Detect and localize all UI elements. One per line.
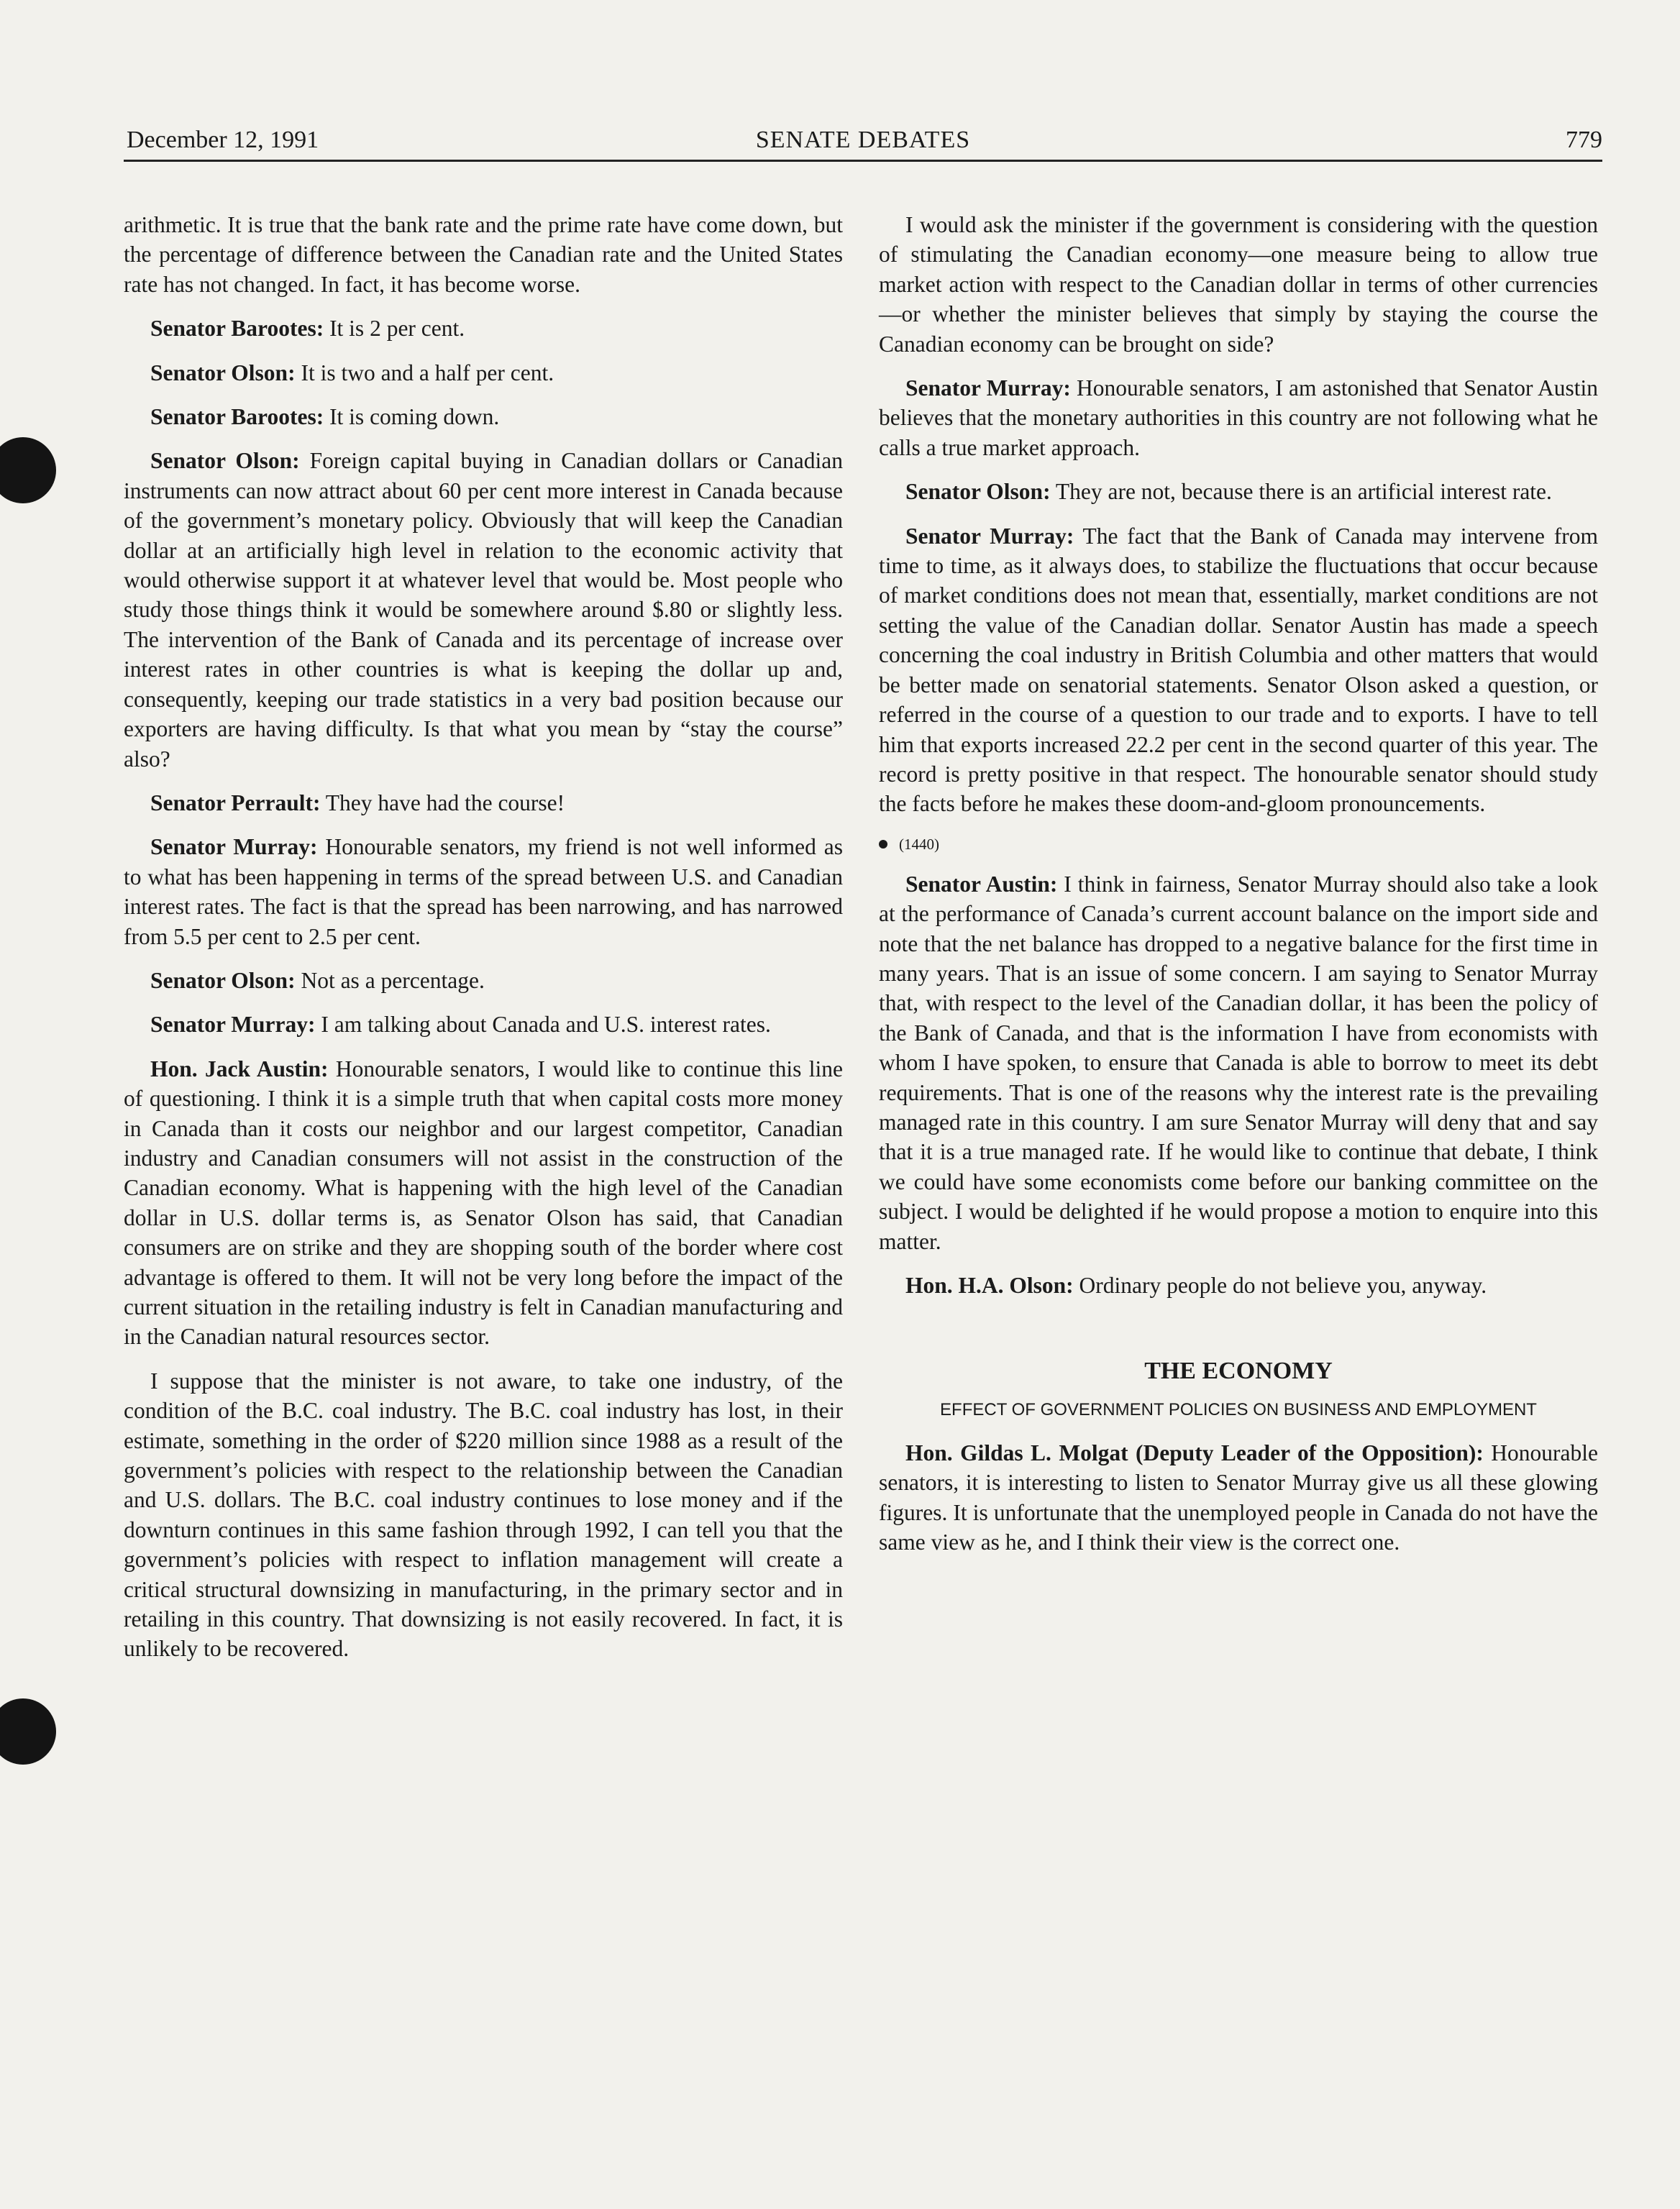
- speaker-name: Senator Olson:: [905, 479, 1051, 505]
- paragraph-text: They are not, because there is an artificial interest rate.: [1050, 479, 1552, 505]
- paragraph: [879, 477, 1598, 506]
- paragraph-text: It is two and a half per cent.: [295, 360, 554, 385]
- paragraph-text: They have had the course!: [320, 790, 565, 815]
- paragraph-text: I suppose that the minister is not aware, to take one industry, of the condition of the B.C. coal industry. The B.C. coal industry has lost, in their estimate, something in the order of $220 million since 1988 as a result of the government’s policies with respect to the relationship between the Canadian and U.S. dollars. The B.C. coal industry continues to lose money and if the downturn continues in this same fashion through 1992, I can tell you that the government’s policies with respect to inflation management will create a critical structural downsizing in manufacturing, in the primary sector and in retailing in this country. That downsizing is not easily recovered. In fact, it is unlikely to be recovered.: [124, 1368, 843, 1662]
- speaker-name: Hon. Jack Austin:: [150, 1056, 329, 1081]
- speaker-name: Senator Murray:: [150, 1012, 316, 1038]
- paragraph: [879, 521, 1598, 819]
- speaker-name: Senator Austin:: [905, 871, 1058, 897]
- paragraph-text: It is coming down.: [324, 404, 500, 430]
- right-column: [879, 210, 1598, 1571]
- paragraph: [124, 1054, 843, 1352]
- paragraph-text: It is 2 per cent.: [324, 316, 465, 342]
- speaker-name: Senator Olson:: [150, 448, 300, 474]
- header-date: December 12, 1991: [127, 127, 319, 153]
- bullet-icon: [879, 840, 887, 849]
- page-number: 779: [1566, 127, 1602, 153]
- paragraph: [124, 1010, 843, 1039]
- paragraph-text: The fact that the Bank of Canada may intervene from time to time, as it always does, to stabilize the fluctuations that occur because of market conditions does not mean that, essentially, market conditions are not setting the value of the Canadian dollar. Senator Austin has made a speech concerning the coal industry in British Columbia and other matters that would be better made on senatorial statements. Senator Olson asked a question, or referred in the course of a question to our trade and to exports. I have to tell him that exports increased 22.2 per cent in the second quarter of this year. The record is pretty positive in that respect. The honourable senator should study the facts before he makes these doom-and-gloom pronouncements.: [879, 523, 1598, 817]
- binder-hole: [0, 1698, 56, 1765]
- paragraph-text: arithmetic. It is true that the bank rate and the prime rate have come down, but the percentage of difference between the Canadian rate and the United States rate has not changed. In fact, it has become worse.: [124, 212, 843, 297]
- paragraph: [124, 966, 843, 995]
- speaker-name: Senator Murray:: [905, 375, 1071, 401]
- paragraph-text: Honourable senators, I am astonished that Senator Austin believes that the monetary authorities in this country are not following what he calls a true market approach.: [879, 375, 1599, 460]
- paragraph-text: Not as a percentage.: [295, 967, 485, 993]
- paragraph: [879, 1438, 1598, 1558]
- paragraph-text: I would ask the minister if the government is considering with the question of stimulating the Canadian economy—one measure being to allow true market action with respect to the Canadian dollar in terms of other currencies—or whether the minister believes that simply by staying the course the Canadian economy can be brought on side?: [879, 212, 1598, 357]
- paragraph: [879, 210, 1598, 359]
- paragraph: [124, 832, 843, 951]
- paragraph-text: I am talking about Canada and U.S. interest rates.: [315, 1012, 771, 1038]
- paragraph-text: Honourable senators, I would like to continue this line of questioning. I think it is a simple truth that when capital costs more money in Canada than it costs our neighbor and our largest competitor, Canadian industry and Canadian consumers will not assist in the construction of the Canadian economy. What is happening with the high level of the Canadian dollar in U.S. dollar terms is, as Senator Olson has said, that Canadian consumers are on strike and they are shopping south of the border where cost advantage is offered to them. It will not be very long before the impact of the current situation in the retailing industry is felt in Canadian manufacturing and in the Canadian natural resources sector.: [124, 1056, 843, 1350]
- paragraph-text: Foreign capital buying in Canadian dollars or Canadian instruments can now attract about 60 per cent more interest in Canada because of the government’s monetary policy. Obviously that will keep the Canadian dollar at an artificially high level in relation to the economic activity that would otherwise support it at whatever level that would be. Most people who study those things think it would be somewhere around $.80 or slightly less. The intervention of the Bank of Canada and its percentage of increase over interest rates in other countries is what is keeping the dollar up and, consequently, keeping our trade statistics in a very bad position because our exporters are having difficulty. Is that what you mean by “stay the course” also?: [124, 448, 843, 772]
- speaker-name: Hon. H.A. Olson:: [905, 1273, 1074, 1298]
- paragraph: [124, 210, 843, 299]
- header-title: SENATE DEBATES: [755, 127, 971, 153]
- paragraph: [879, 869, 1598, 1256]
- speaker-name: Senator Murray:: [150, 834, 318, 860]
- speaker-name: Senator Murray:: [905, 523, 1074, 549]
- speaker-name: Senator Barootes:: [150, 404, 324, 430]
- time-marker: [879, 833, 1598, 855]
- paragraph: [124, 358, 843, 388]
- speaker-name: Senator Olson:: [150, 967, 296, 993]
- speaker-name: Hon. Gildas L. Molgat (Deputy Leader of the Opposition):: [905, 1440, 1484, 1465]
- paragraph-text: Honourable senators, my friend is not well informed as to what has been happening in terms of the spread between U.S. and Canadian interest rates. The fact is that the spread has been narrowing, and has narrowed from 5.5 per cent to 2.5 per cent.: [124, 834, 843, 949]
- paragraph: [124, 314, 843, 343]
- speaker-name: Senator Olson:: [150, 360, 296, 385]
- time-marker-text: (1440): [899, 835, 939, 853]
- page-header: [124, 124, 1602, 162]
- paragraph: [124, 446, 843, 773]
- paragraph: [124, 788, 843, 818]
- paragraph: [124, 402, 843, 431]
- paragraph: [879, 373, 1598, 462]
- section-title: THE ECONOMY: [1144, 1358, 1333, 1385]
- speaker-name: Senator Barootes:: [150, 316, 324, 342]
- paragraph-text: I think in fairness, Senator Murray should also take a look at the performance of Canada’s current account balance on the import side and note that the net balance has dropped to a negative balance for the first time in many years. That is an issue of some concern. I am saying to Senator Murray that, with respect to the level of the Canadian dollar, it has been the policy of the Bank of Canada, and that is the information I have from economists with whom I have spoken, to ensure that Canada is able to borrow to meet its debt requirements. That is one of the reasons why the interest rate is the prevailing managed rate in this country. I am sure Senator Murray will deny that and say that it is a true managed rate. If he would like to continue that debate, I think we could have some economists come before our banking committee on the subject. I would be delighted if he would propose a motion to enquire into this matter.: [879, 871, 1598, 1254]
- paragraph-text: Ordinary people do not believe you, anyway.: [1073, 1273, 1487, 1298]
- binder-hole: [0, 437, 56, 503]
- left-column: [124, 210, 843, 1678]
- paragraph: [879, 1271, 1598, 1300]
- section-subtitle: EFFECT OF GOVERNMENT POLICIES ON BUSINESS AND EMPLOYMENT: [940, 1399, 1537, 1419]
- paragraph: [124, 1366, 843, 1664]
- paragraph-text: Honourable senators, it is interesting to listen to Senator Murray give us all these glowing figures. It is unfortunate that the unemployed people in Canada do not have the same view as he, and I think their view is the correct one.: [879, 1440, 1598, 1555]
- speaker-name: Senator Perrault:: [150, 790, 321, 815]
